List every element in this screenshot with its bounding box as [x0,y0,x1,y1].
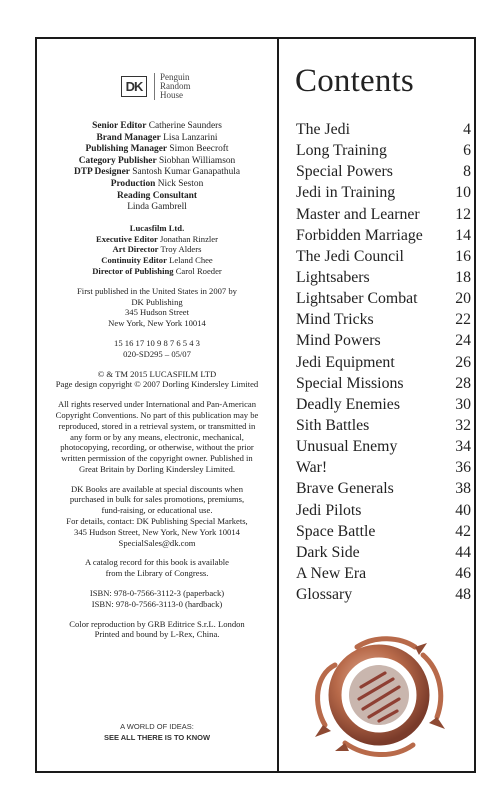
toc-entry-title: Lightsabers [296,268,370,286]
toc-entry [296,436,471,457]
toc-entry-title: Mind Powers [296,332,381,350]
toc-entry [296,352,471,373]
printing-notice: Color reproduction by GRB Editrice S.r.L. London Printed and bound by L-Rex, China. [69,618,245,640]
credit-line: Executive Editor Jonathan Rinzler [96,233,218,244]
toc-entry-page: 26 [455,353,471,371]
toc-entry-page: 30 [455,395,471,413]
jedi-emblem-icon [305,625,453,765]
toc-entry-page: 24 [455,332,471,350]
toc-entry [296,542,471,563]
credit-line: Reading Consultant [117,190,197,201]
toc-entry-page: 8 [463,163,471,181]
toc-entry [296,394,471,415]
toc-entry-page: 32 [455,416,471,434]
credit-line: Art Director Troy Alders [112,244,202,255]
penguin-random-house-wordmark [154,73,191,100]
toc-entry-page: 42 [455,522,471,540]
credits-block [37,121,277,640]
credit-line: Brand Manager Lisa Lanzarini [96,132,218,143]
toc-entry-page: 12 [455,205,471,223]
lucasfilm-heading: Lucasfilm Ltd. [129,222,185,233]
toc-entry-title: A New Era [296,564,367,582]
toc-entry [296,182,471,203]
toc-entry-page: 22 [455,311,471,329]
print-codes: 15 16 17 10 9 8 7 6 5 4 3 020-SD295 – 05/07 [114,337,200,359]
toc-entry [296,119,471,140]
toc-entry-title: Jedi Pilots [296,501,362,519]
first-published: First published in the United States in 2007 by DK Publishing 345 Hudson Street New York, New York 10014 [77,285,237,329]
toc-entry-title: Sith Battles [296,416,370,434]
toc-entry-title: Glossary [296,586,353,604]
toc-entry [296,204,471,225]
toc-entry [296,140,471,161]
toc-entry-title: The Jedi Council [296,247,404,265]
toc-entry-page: 14 [455,226,471,244]
toc-entry-title: Long Training [296,142,387,160]
toc-entry [296,373,471,394]
toc-entry-page: 6 [463,142,471,160]
toc-entry-page: 40 [455,501,471,519]
tagline-line-2: SEE ALL THERE IS TO KNOW [103,733,211,742]
toc-entry-title: War! [296,459,328,477]
toc-entry [296,521,471,542]
toc-entry-page: 48 [455,586,471,604]
toc-entry-title: Lightsaber Combat [296,290,418,308]
toc-entry [296,500,471,521]
publisher-logo [121,73,191,100]
toc-entry [296,415,471,436]
credit-line: Publishing Manager Simon Beecroft [85,144,229,155]
toc-entry [296,309,471,330]
catalog-notice: A catalog record for this book is available from the Library of Congress. [85,557,229,579]
rights-notice: All rights reserved under International and Pan-American Copyright Conventions. No part of this publication may be reproduced, stored in a retrieval system, or transmitted in any form or by any means, electronic, mechanical, photocopying, recording, or otherwise, without the prior written permission of the copyright owner. Published in Great Britain by Dorling Kindersley Limited. [55,399,259,474]
toc-entry-title: Deadly Enemies [296,395,400,413]
toc-entry-title: Unusual Enemy [296,438,398,456]
toc-entry [296,246,471,267]
credit-line: Senior Editor Catherine Saunders [92,121,222,131]
toc-entry-page: 18 [455,268,471,286]
toc-entry-page: 36 [455,459,471,477]
lucasfilm-credits [37,223,277,277]
toc-entry-page: 46 [455,564,471,582]
special-sales-notice: DK Books are available at special discounts when purchased in bulk for sales promotions, premiums, fund-raising, or educational use. For details, contact: DK Publishing Special Markets, 345 Hudson Street, New York, New York 10014 SpecialSales@dk.com [66,483,248,548]
toc-entry-title: Master and Learner [296,205,420,223]
isbn-block: ISBN: 978-0-7566-3112-3 (paperback) ISBN: 978-0-7566-3113-0 (hardback) [89,588,225,609]
dk-logo-icon: DK [121,76,147,97]
contents-title: Contents [295,63,414,99]
tagline-line-1: A WORLD OF IDEAS: [120,722,194,731]
publisher-line: House [160,90,183,100]
toc-entry [296,584,471,605]
credit-line: Production Nick Seston [110,178,204,189]
toc-entry-page: 10 [455,184,471,202]
tagline [37,721,277,743]
toc-entry-title: Forbidden Marriage [296,226,423,244]
publisher-line: Penguin [160,72,190,82]
toc-entry-title: Special Missions [296,374,404,392]
toc-entry-title: Mind Tricks [296,311,374,329]
toc-entry [296,563,471,584]
toc-entry [296,330,471,351]
copyright-page [37,39,277,771]
toc-entry-page: 28 [455,374,471,392]
toc-entry-page: 38 [455,480,471,498]
credit-line: DTP Designer Santosh Kumar Ganapathula [73,167,241,178]
toc-entry-title: Space Battle [296,522,376,540]
toc-entry-title: Brave Generals [296,480,394,498]
toc-entry-title: Special Powers [296,163,393,181]
toc-entry-page: 20 [455,290,471,308]
toc-entry [296,478,471,499]
toc-entry-title: Dark Side [296,543,360,561]
toc-entry-page: 34 [455,438,471,456]
toc-entry-page: 44 [455,543,471,561]
publisher-line: Random [160,81,191,91]
toc-entry-title: Jedi in Training [296,184,396,202]
toc-entry-title: The Jedi [296,121,350,138]
credit-line: Linda Gambrell [127,202,187,213]
credit-line: Category Publisher Siobhan Williamson [78,155,236,166]
toc-entry [296,267,471,288]
toc-entry [296,225,471,246]
credit-line: Director of Publishing Carol Roeder [92,265,222,276]
credit-line: Continuity Editor Leland Chee [101,255,213,266]
toc-entry-page: 16 [455,247,471,265]
toc-entry [296,288,471,309]
toc-entry [296,161,471,182]
toc-entry-title: Jedi Equipment [296,353,395,371]
toc-entry-page: 4 [463,121,471,138]
table-of-contents [296,119,471,605]
toc-entry [296,457,471,478]
copyright-notice: © & TM 2015 LUCASFILM LTD Page design copyright © 2007 Dorling Kindersley Limited [55,368,259,390]
